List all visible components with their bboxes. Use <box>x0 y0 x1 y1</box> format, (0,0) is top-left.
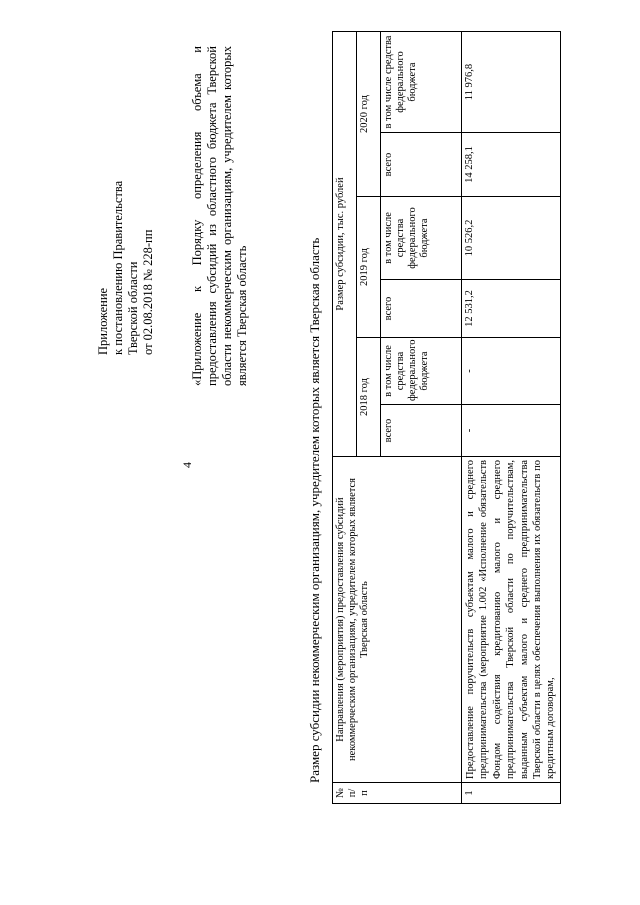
row-description: Предоставление поручительств субъектам малого и среднего предпринимательства (мероприятие 1.002 «Исполнение обязательств Фондом содействия кредитованию малого и среднего предпринимательства Тверской области по поручительствам, выданным субъектам малого и среднего предпринимательства Тверской области в целях обеспечения выполнения их обязательств по кредитным договорам, <box>462 457 561 783</box>
row-num: 1 <box>462 783 561 804</box>
intro-text: «Приложение к Порядку определения объема и предоставления субсидий из областного бюджета Тверской области некоммерческим организациям, учредителем которых является Тверская область <box>190 46 249 386</box>
page-number: 4 <box>180 462 194 468</box>
table-title: Размер субсидии некоммерческим организациям, учредителем которых является Тверская область <box>307 237 322 783</box>
subsidy-table <box>332 31 561 804</box>
header-total: всего <box>381 405 462 457</box>
row-2018-federal: - <box>462 338 561 405</box>
header-size: Размер субсидии, тыс. рублей <box>333 32 357 457</box>
row-2018-total: - <box>462 405 561 457</box>
appendix-line-2: к постановлению Правительства <box>111 180 125 355</box>
appendix-line-3: Тверской области <box>126 261 140 355</box>
header-direction: Направления (мероприятия) предоставления субсидий некоммерческим организациям, учредителем которых является Тверская область <box>333 457 462 783</box>
appendix-line-1: Приложение <box>96 287 110 355</box>
header-num: № п/п <box>333 783 462 804</box>
header-year-2019: 2019 год <box>357 197 381 338</box>
row-2020-federal: 11 976,8 <box>462 32 561 133</box>
table-row <box>462 32 561 804</box>
header-federal: в том числе средства федерального бюджета <box>381 32 462 133</box>
row-2019-total: 12 531,2 <box>462 280 561 338</box>
row-2019-federal: 10 526,2 <box>462 197 561 280</box>
header-total: всего <box>381 133 462 197</box>
header-year-2018: 2018 год <box>357 338 381 457</box>
header-row-1 <box>333 32 357 804</box>
header-total: всего <box>381 280 462 338</box>
header-federal: в том числе средства федерального бюджета <box>381 197 462 280</box>
header-year-2020: 2020 год <box>357 32 381 197</box>
row-2020-total: 14 258,1 <box>462 133 561 197</box>
header-federal: в том числе средства федерального бюджета <box>381 338 462 405</box>
appendix-line-4: от 02.08.2018 № 228-пп <box>141 229 155 355</box>
